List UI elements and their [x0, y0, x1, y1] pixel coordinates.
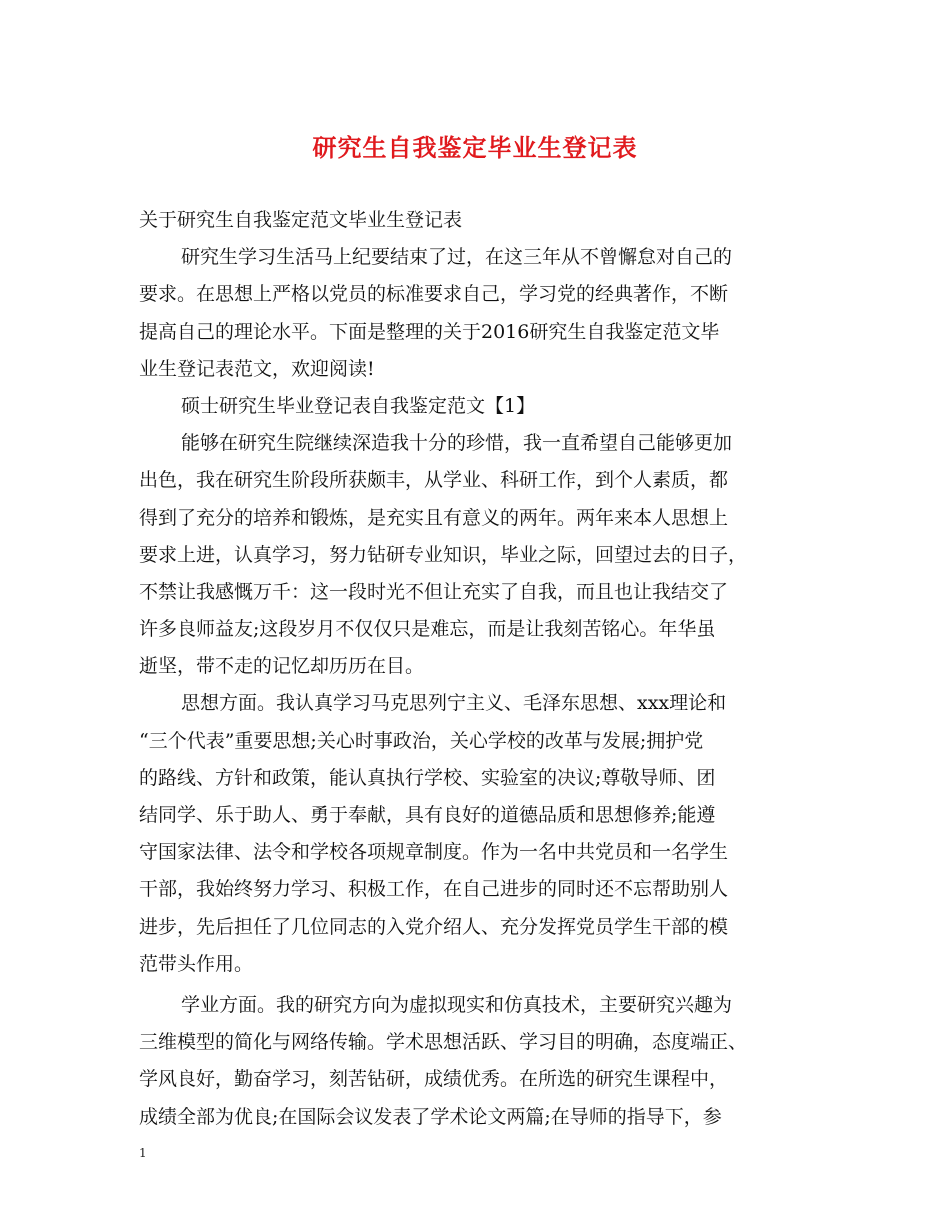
paragraph-line: 业生登记表范文，欢迎阅读! [139, 357, 375, 380]
paragraph-line: 学风良好，勤奋学习，刻苦钻研，成绩优秀。在所选的研究生课程中， [139, 1068, 729, 1091]
paragraph-line: 守国家法律、法令和学校各项规章制度。作为一名中共党员和一名学生 [139, 841, 729, 864]
paragraph-line: 的路线、方针和政策，能认真执行学校、实验室的决议;尊敬导师、团 [139, 766, 716, 789]
paragraph-line: 成绩全部为优良;在国际会议发表了学术论文两篇;在导师的指导下，参 [139, 1105, 722, 1128]
intro-heading: 关于研究生自我鉴定范文毕业生登记表 [139, 209, 463, 231]
paragraph-line: 出色，我在研究生阶段所获颇丰，从学业、科研工作，到个人素质，都 [139, 469, 729, 492]
paragraph-line: 学业方面。我的研究方向为虚拟现实和仿真技术，主要研究兴趣为 [181, 993, 733, 1016]
paragraph-line: 思想方面。我认真学习马克思列宁主义、毛泽东思想、xxx理论和 [181, 692, 727, 715]
paragraph-line: 逝坚，带不走的记忆却历历在目。 [139, 655, 425, 678]
document-title: 研究生自我鉴定毕业生登记表 [312, 133, 638, 162]
paragraph-line: 要求。在思想上严格以党员的标准要求自己，学习党的经典著作，不断 [139, 283, 729, 306]
paragraph-line: 不禁让我感慨万千：这一段时光不但让充实了自我，而且也让我结交了 [139, 580, 729, 603]
paragraph-line: 得到了充分的培养和锻炼，是充实且有意义的两年。两年来本人思想上 [139, 506, 729, 529]
paragraph-line: “三个代表”重要思想;关心时事政治，关心学校的改革与发展;拥护党 [139, 729, 704, 752]
document-body [139, 202, 829, 1136]
paragraph-line: 提高自己的理论水平。下面是整理的关于2016研究生自我鉴定范文毕 [139, 320, 720, 343]
paragraph-line: 研究生学习生活马上纪要结束了过，在这三年从不曾懈怠对自己的 [181, 246, 733, 269]
paragraph-line: 能够在研究生院继续深造我十分的珍惜，我一直希望自己能够更加 [181, 432, 733, 455]
paragraph-line: 要求上进，认真学习，努力钻研专业知识，毕业之际，回望过去的日子， [139, 543, 748, 566]
paragraph-line: 许多良师益友;这段岁月不仅仅只是难忘，而是让我刻苦铭心。年华虽 [139, 618, 716, 641]
paragraph-line: 三维模型的简化与网络传输。学术思想活跃、学习目的明确，态度端正、 [139, 1031, 748, 1054]
paragraph-line: 结同学、乐于助人、勇于奉献，具有良好的道德品质和思想修养;能遵 [139, 804, 716, 826]
page-number: 1 [139, 1146, 147, 1160]
paragraph-line: 进步，先后担任了几位同志的入党介绍人、充分发挥党员学生干部的模 [139, 915, 729, 938]
paragraph-line: 范带头作用。 [139, 952, 254, 975]
section-heading: 硕士研究生毕业登记表自我鉴定范文【1】 [181, 394, 536, 417]
paragraph-line: 干部，我始终努力学习、积极工作，在自己进步的同时还不忘帮助别人 [139, 878, 729, 901]
